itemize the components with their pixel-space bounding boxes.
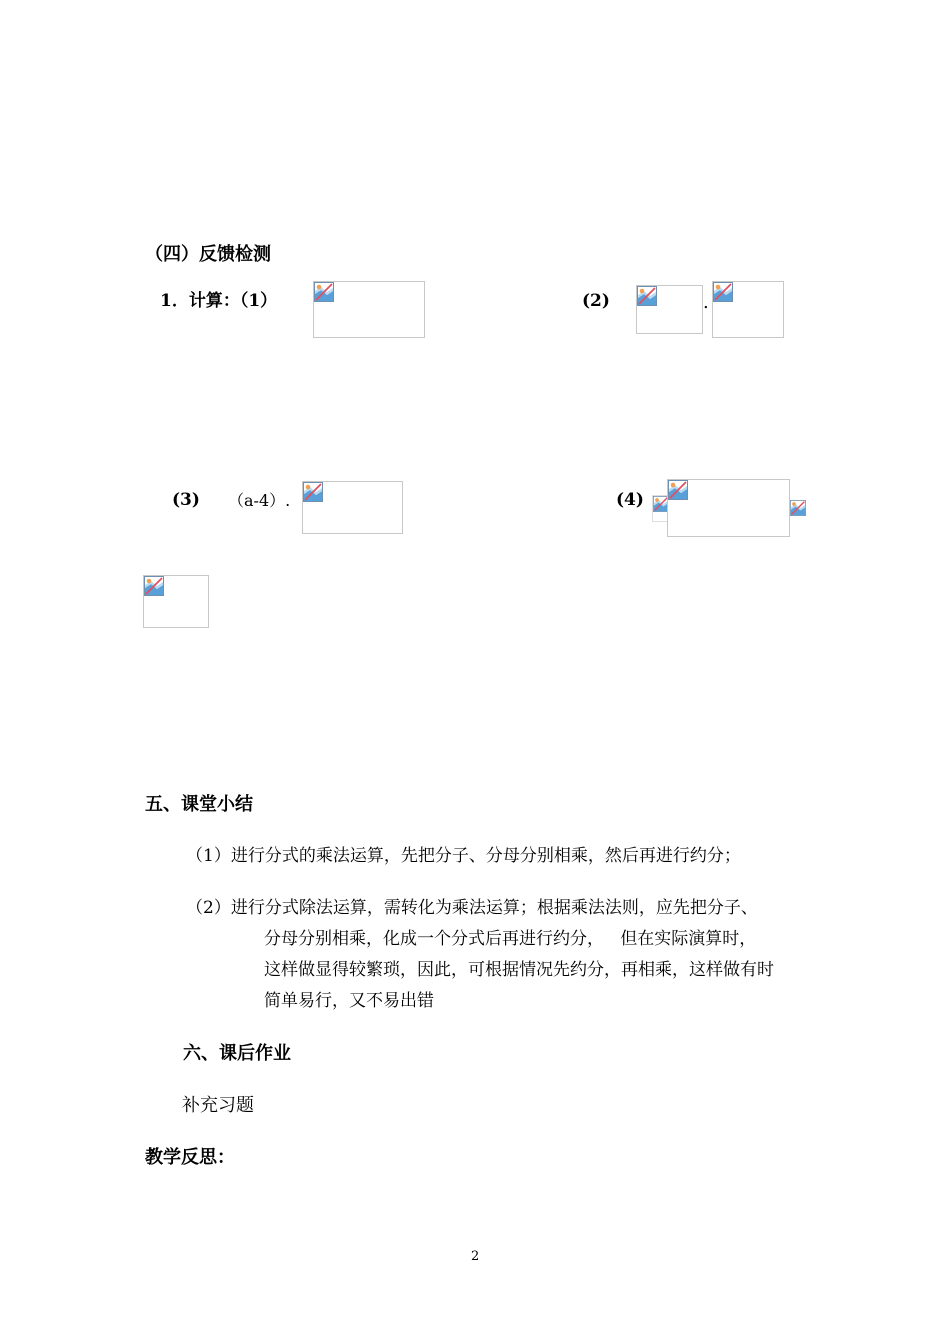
formula-image-4a: [652, 495, 668, 522]
multiply-dot: .: [703, 292, 709, 313]
page-number: 2: [471, 1249, 480, 1264]
broken-image-icon: [790, 500, 806, 516]
section-four-heading: （四）反馈检测: [145, 244, 271, 265]
formula-image-2b: [712, 281, 784, 338]
question-4-label: (4): [616, 490, 644, 510]
section-six-heading: 六、课后作业: [183, 1043, 291, 1064]
broken-image-icon: [144, 576, 164, 596]
teaching-reflection-heading: 教学反思：: [145, 1147, 235, 1168]
formula-image-1: [313, 281, 425, 338]
summary-paragraph-2-line-1: （2）进行分式除法运算，需转化为乘法运算；根据乘法法则，应先把分子、: [186, 898, 758, 918]
broken-image-icon: [303, 482, 323, 502]
homework-content: 补充习题: [182, 1095, 254, 1116]
question-3-expression: （a-4）.: [228, 491, 291, 510]
broken-image-icon: [314, 282, 334, 302]
formula-image-2a: [636, 285, 703, 334]
question-2-label: (2): [582, 291, 610, 311]
broken-image-icon: [713, 282, 733, 302]
formula-image-4b: [667, 479, 790, 537]
question-3-label: (3): [172, 490, 200, 510]
summary-paragraph-2-line-3: 这样做显得较繁琐，因此，可根据情况先约分，再相乘，这样做有时: [264, 960, 774, 980]
formula-image-5: [143, 575, 209, 628]
broken-image-icon: [637, 286, 657, 306]
broken-image-icon: [668, 480, 688, 500]
summary-paragraph-2-line-2: 分母分别相乘，化成一个分式后再进行约分， 但在实际演算时，: [264, 929, 757, 949]
question-1-label: 1．计算：（1）: [160, 291, 278, 311]
section-five-heading: 五、课堂小结: [145, 794, 253, 815]
summary-paragraph-1: （1）进行分式的乘法运算，先把分子、分母分别相乘，然后再进行约分；: [186, 846, 741, 866]
formula-image-3: [302, 481, 403, 534]
summary-paragraph-2-line-4: 简单易行，又不易出错: [264, 991, 434, 1011]
